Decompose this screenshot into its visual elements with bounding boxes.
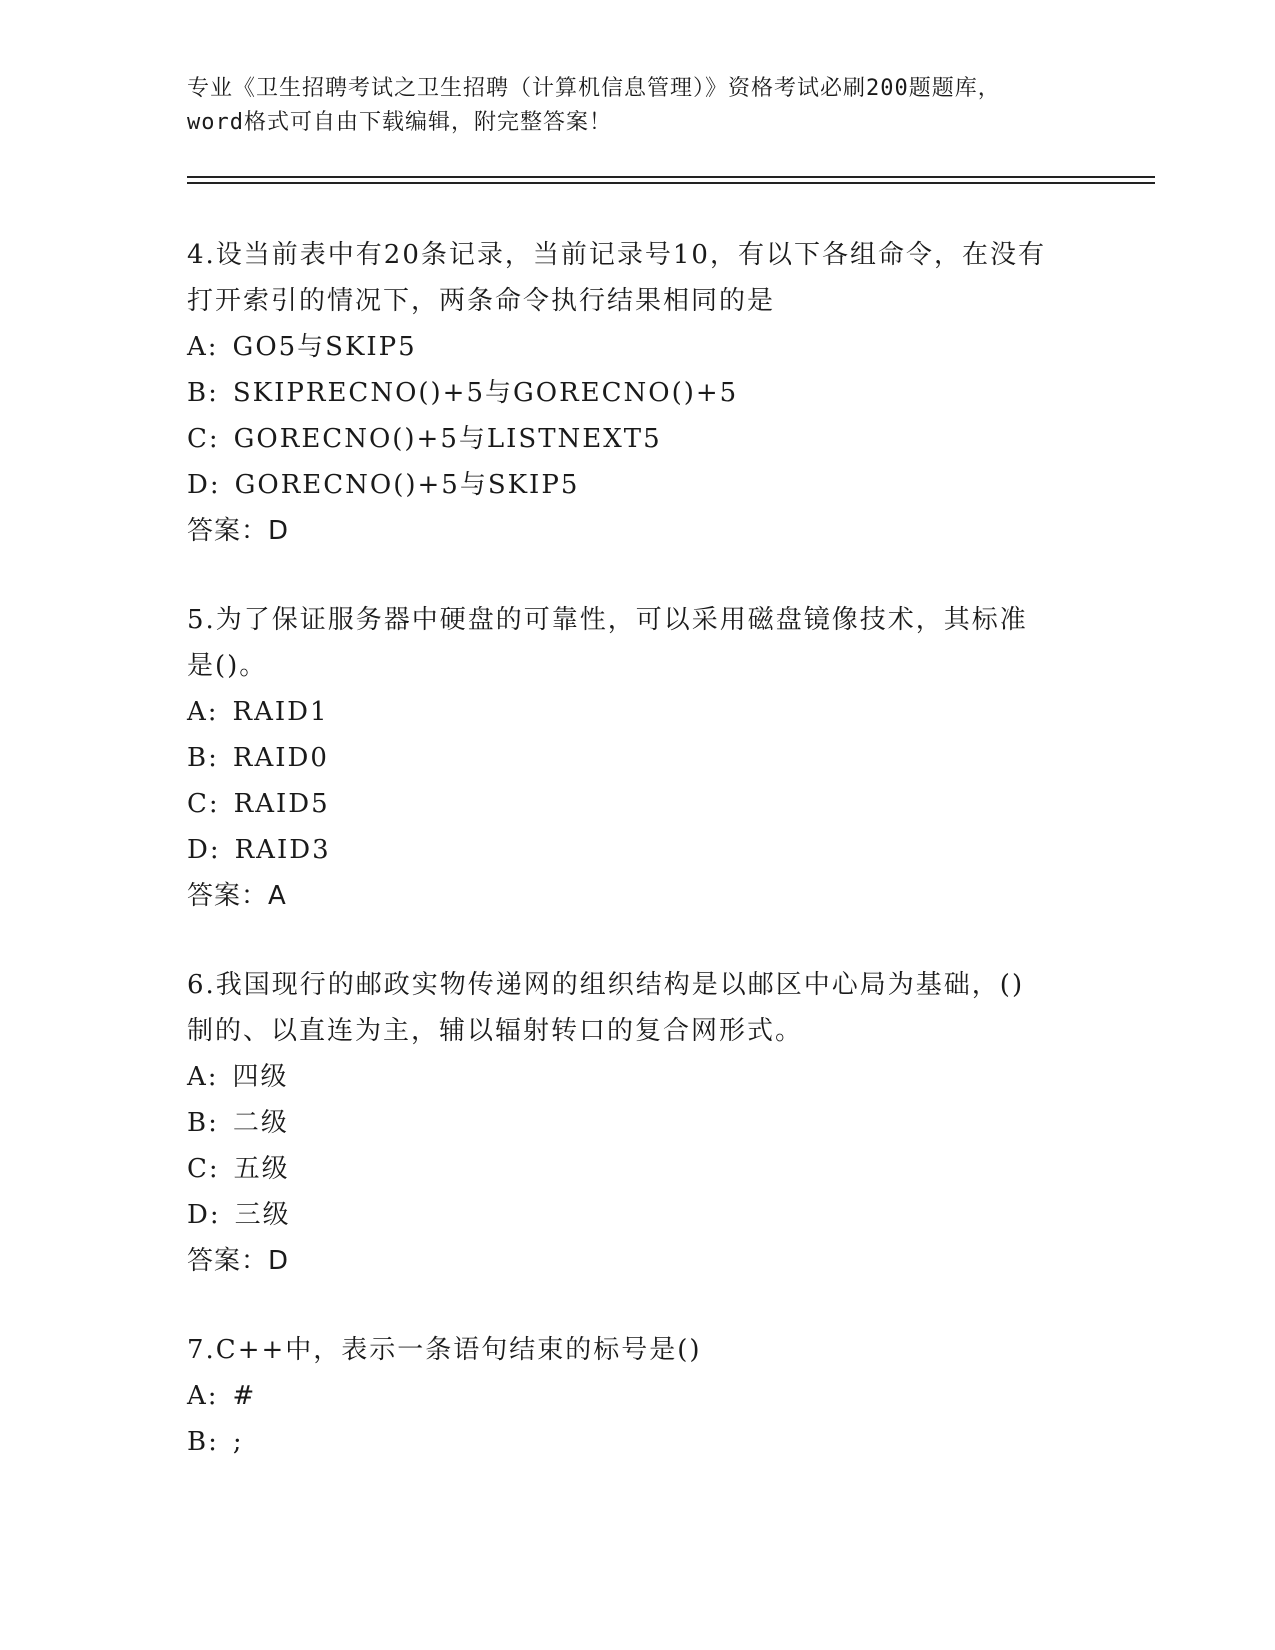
option-text: GO5与SKIP5 [232, 332, 417, 362]
question-stem-line: 制的、以直连为主，辅以辐射转口的复合网形式。 [187, 1016, 804, 1046]
option-c [187, 416, 1087, 462]
question-stem-line: 6.我国现行的邮政实物传递网的组织结构是以邮区中心局为基础，() [187, 970, 1025, 1000]
option-key: C: [187, 789, 220, 819]
question-4 [187, 232, 1087, 554]
option-d [187, 827, 1087, 873]
option-text: RAID1 [232, 697, 329, 727]
option-key: D: [187, 835, 221, 865]
option-key: A: [187, 697, 219, 727]
question-stem-line: 是()。 [187, 651, 268, 681]
option-a [187, 1054, 1087, 1100]
option-b [187, 1100, 1087, 1146]
option-text: GORECNO()+5与LISTNEXT5 [233, 424, 662, 454]
option-text: ; [232, 1427, 244, 1457]
option-key: C: [187, 1154, 220, 1184]
answer-line: 答案：A [187, 881, 287, 911]
question-stem-line: 7.C++中，表示一条语句结束的标号是() [187, 1335, 702, 1365]
header-line-2: word格式可自由下载编辑，附完整答案！ [187, 110, 612, 135]
question-7 [187, 1327, 1087, 1465]
option-d [187, 462, 1087, 508]
question-6 [187, 962, 1087, 1284]
option-b [187, 1419, 1087, 1465]
document-header [187, 72, 1087, 140]
option-a [187, 689, 1087, 735]
option-key: A: [187, 332, 219, 362]
answer-line: 答案：D [187, 1246, 290, 1276]
option-text: RAID3 [234, 835, 331, 865]
option-text: # [232, 1381, 257, 1411]
option-c [187, 1146, 1087, 1192]
option-a [187, 1373, 1087, 1419]
option-text: 五级 [233, 1154, 290, 1184]
option-key: A: [187, 1381, 219, 1411]
question-stem-line: 打开索引的情况下，两条命令执行结果相同的是 [187, 286, 776, 316]
option-key: D: [187, 470, 221, 500]
option-text: 三级 [234, 1200, 291, 1230]
option-text: RAID0 [232, 743, 329, 773]
header-line-1: 专业《卫生招聘考试之卫生招聘（计算机信息管理）》资格考试必刷200题题库， [187, 76, 1001, 101]
option-text: 二级 [232, 1108, 289, 1138]
question-stem-line: 5.为了保证服务器中硬盘的可靠性，可以采用磁盘镜像技术，其标准 [187, 605, 1028, 635]
option-b [187, 735, 1087, 781]
header-divider-bottom [187, 182, 1155, 184]
question-stem-line: 4.设当前表中有20条记录，当前记录号10，有以下各组命令，在没有 [187, 240, 1046, 270]
option-d [187, 1192, 1087, 1238]
option-b [187, 370, 1087, 416]
header-divider-top [187, 176, 1155, 178]
option-key: B: [187, 743, 219, 773]
option-key: B: [187, 1427, 219, 1457]
option-a [187, 324, 1087, 370]
option-c [187, 781, 1087, 827]
option-text: GORECNO()+5与SKIP5 [234, 470, 580, 500]
option-text: 四级 [232, 1062, 289, 1092]
question-5 [187, 597, 1087, 919]
option-key: B: [187, 378, 219, 408]
answer-line: 答案：D [187, 516, 290, 546]
option-key: B: [187, 1108, 219, 1138]
option-text: RAID5 [233, 789, 330, 819]
option-key: A: [187, 1062, 219, 1092]
option-text: SKIPRECNO()+5与GORECNO()+5 [232, 378, 739, 408]
option-key: C: [187, 424, 220, 454]
option-key: D: [187, 1200, 221, 1230]
